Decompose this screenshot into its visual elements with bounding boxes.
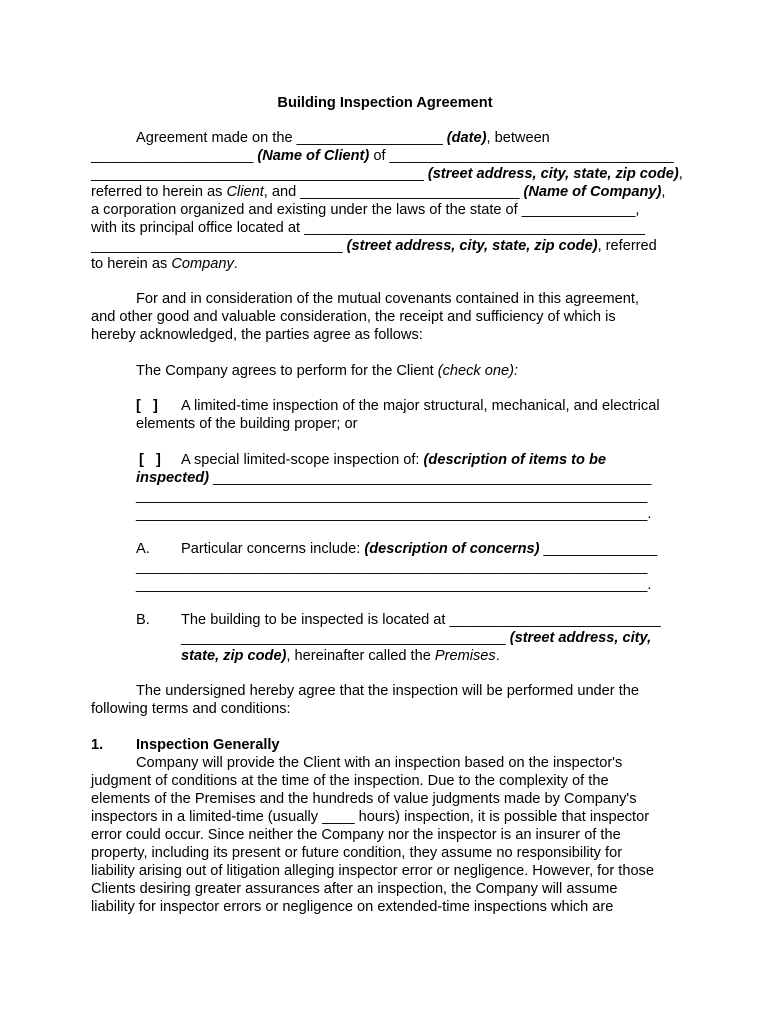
item-a-line-1: Particular concerns include: (description of concerns) ______________ [181, 541, 658, 557]
option-limited-time-line-1: A limited-time inspection of the major structural, mechanical, and electrical [181, 398, 660, 414]
option-limited-time-line-2: elements of the building proper; or [136, 416, 358, 432]
company-address-line: _______________________________ (street address, city, state, zip code), referred [91, 238, 657, 254]
check-one-line: The Company agrees to perform for the Client (check one): [136, 363, 519, 379]
option-limited-scope-blank-1: _______________________________________________________________ [136, 488, 648, 504]
item-b-line-3: state, zip code), hereinafter called the Premises. [181, 648, 500, 664]
item-a-label: A. [136, 541, 150, 557]
terms-intro-line-2: following terms and conditions: [91, 701, 291, 717]
item-a-blank-1: _______________________________________________________________ [136, 559, 648, 575]
item-b-label: B. [136, 612, 150, 628]
section-1-line: elements of the Premises and the hundreds of value judgments made by Company's [91, 791, 637, 807]
consideration-line-3: hereby acknowledged, the parties agree as follows: [91, 327, 423, 343]
section-1-heading: Inspection Generally [136, 737, 280, 753]
client-name-line: ____________________ (Name of Client) of ___________________________________ [91, 148, 674, 164]
section-1-line: inspectors in a limited-time (usually ____ hours) inspection, it is possible that inspector [91, 809, 650, 825]
option-limited-time-checkbox[interactable]: [ ] [136, 398, 158, 414]
terms-intro-line-1: The undersigned hereby agree that the inspection will be performed under the [136, 683, 639, 699]
document-title: Building Inspection Agreement [277, 95, 493, 111]
company-name-line: referred to herein as Client, and ___________________________ (Name of Company), [91, 184, 666, 200]
state-line: a corporation organized and existing under the laws of the state of ______________, [91, 202, 640, 218]
section-1-number: 1. [91, 737, 104, 753]
company-reference-line: to herein as Company. [91, 256, 238, 272]
item-b-line-1: The building to be inspected is located at __________________________ [181, 612, 661, 628]
consideration-line-1: For and in consideration of the mutual covenants contained in this agreement, [136, 291, 639, 307]
section-1-line: liability arising out of litigation alleging inspector error or negligence. However, for those [91, 863, 654, 879]
consideration-line-2: and other good and valuable consideration, the receipt and sufficiency of which is [91, 309, 616, 325]
section-1-line: Clients desiring greater assurances after an inspection, the Company will assume [91, 881, 618, 897]
principal-office-line: with its principal office located at __________________________________________ [91, 220, 645, 236]
option-limited-scope-blank-2: _______________________________________________________________. [136, 506, 652, 522]
section-1-line: liability for inspector errors or negligence on extended-time inspections which are [91, 899, 614, 915]
section-1-line: judgment of conditions at the time of the inspection. Due to the complexity of the [91, 773, 609, 789]
option-limited-scope-line-2: inspected) ______________________________________________________ [136, 470, 652, 486]
option-limited-scope-line-1: A special limited-scope inspection of: (description of items to be [181, 452, 606, 468]
section-1-line: error could occur. Since neither the Company nor the inspector is an insurer of the [91, 827, 621, 843]
section-1-line: property, including its present or future condition, they assume no responsibility for [91, 845, 623, 861]
item-b-line-2: ________________________________________ (street address, city, [181, 630, 652, 646]
section-1-line: Company will provide the Client with an inspection based on the inspector's [136, 755, 623, 771]
item-a-blank-2: _______________________________________________________________. [136, 577, 652, 593]
client-address-line: _________________________________________ (street address, city, state, zip code), [91, 166, 683, 182]
option-limited-scope-checkbox[interactable]: [ ] [139, 452, 161, 468]
agreement-date-line: Agreement made on the __________________ (date), between [136, 130, 550, 146]
